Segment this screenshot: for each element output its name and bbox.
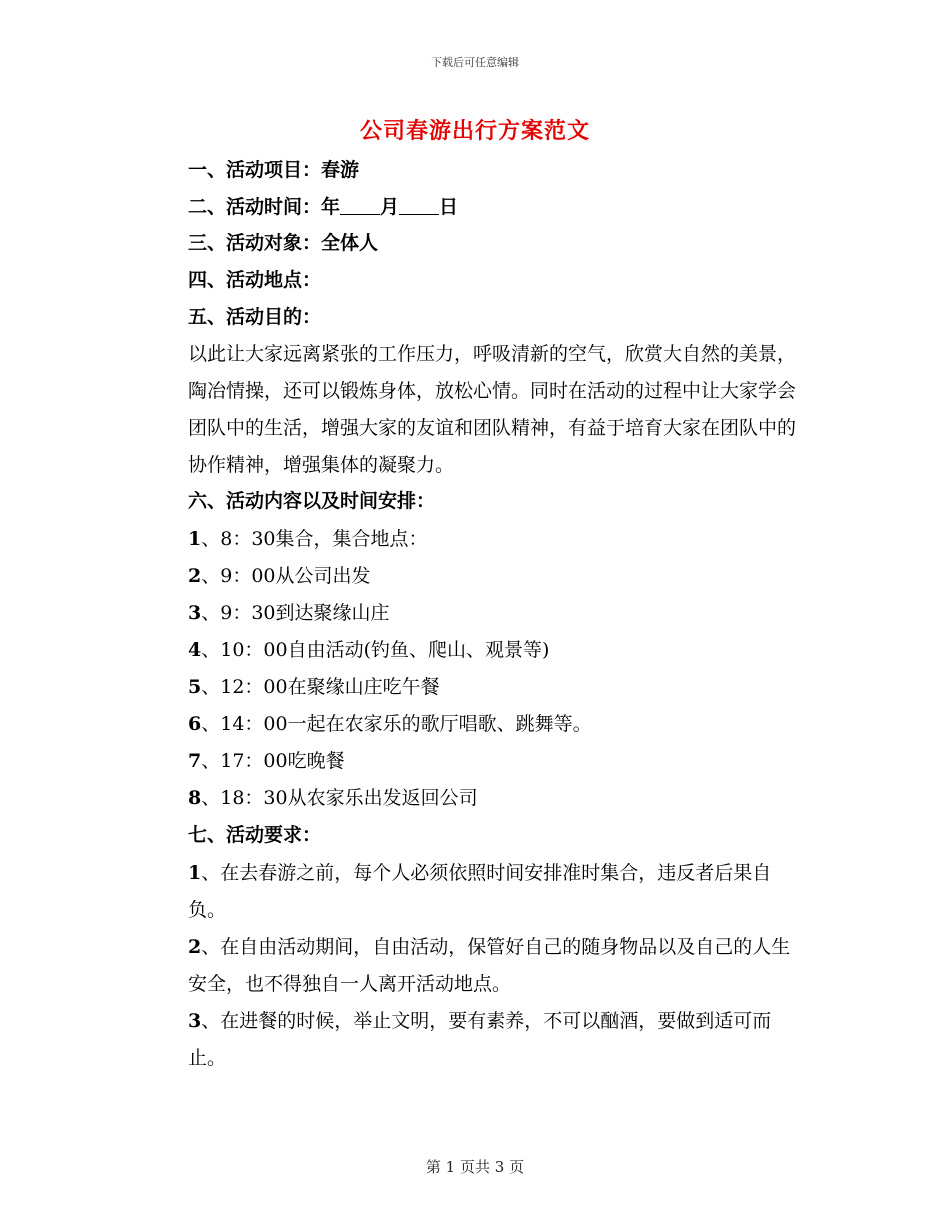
month-blank [340,194,380,215]
day-label: 日 [439,196,459,218]
section-requirements: 七、活动要求： [188,824,322,846]
section-activity-target: 三、活动对象：全体人 [188,232,379,254]
schedule-number: 7 [188,750,202,772]
schedule-number: 3 [188,602,202,624]
schedule-item [188,563,371,589]
schedule-item [188,526,428,552]
schedule-number: 5 [188,676,202,698]
section-schedule: 六、活动内容以及时间安排： [188,490,436,512]
requirement-item [143,1003,808,1077]
month-label: 月 [380,196,400,218]
requirement-text: 、在去春游之前，每个人必须依照时间安排准时集合，违反者后果自负。 [188,862,772,921]
schedule-item [188,711,592,737]
schedule-text: 、12：00在聚缘山庄吃午餐 [201,676,440,698]
day-blank [399,194,439,215]
schedule-number: 4 [188,639,202,661]
purpose-text: 以此让大家远离紧张的工作压力，呼吸清新的空气，欣赏大自然的美景，陶冶情操，还可以锻炼身体，放松心情。同时在活动的过程中让大家学会团队中的生活，增强大家的友谊和团队精神，有益于培育大家在团队中的协作精神，增强集体的凝聚力。 [188,343,797,476]
schedule-item [188,674,440,700]
schedule-number: 8 [188,787,202,809]
schedule-item [188,637,549,663]
schedule-text: 、9：00从公司出发 [201,565,371,587]
schedule-number: 2 [188,565,202,587]
requirement-item [143,929,808,1003]
requirement-number: 2 [188,936,202,958]
activity-time-label: 二、活动时间：年 [188,196,341,218]
schedule-text: 、8：30集合，集合地点： [201,528,428,550]
schedule-item [188,600,390,626]
section-activity-time [188,194,458,220]
section-activity-item: 一、活动项目：春游 [188,159,360,181]
requirement-item [143,855,808,929]
requirement-number: 3 [188,1010,202,1032]
section-activity-location: 四、活动地点： [188,269,322,291]
schedule-item [188,748,345,774]
schedule-text: 、9：30到达聚缘山庄 [201,602,390,624]
schedule-text: 、18：30从农家乐出发返回公司 [201,787,478,809]
page-header: 下载后可任意编辑 [431,56,519,69]
schedule-text: 、14：00一起在农家乐的歌厅唱歌、跳舞等。 [201,713,592,735]
document-title: 公司春游出行方案范文 [359,118,590,144]
schedule-text: 、17：00吃晚餐 [201,750,345,772]
schedule-number: 1 [188,528,202,550]
schedule-number: 6 [188,713,202,735]
requirement-number: 1 [188,862,202,884]
requirement-text: 、在自由活动期间，自由活动，保管好自己的随身物品以及自己的人生安全，也不得独自一人离开活动地点。 [188,936,791,995]
purpose-paragraph [143,336,808,484]
requirement-text: 、在进餐的时候，举止文明，要有素养，不可以酗酒，要做到适可而止。 [188,1010,772,1069]
schedule-item [188,785,478,811]
page-footer: 第 1 页共 3 页 [425,1158,525,1176]
section-activity-purpose: 五、活动目的： [188,306,322,328]
schedule-text: 、10：00自由活动(钓鱼、爬山、观景等) [201,639,550,661]
